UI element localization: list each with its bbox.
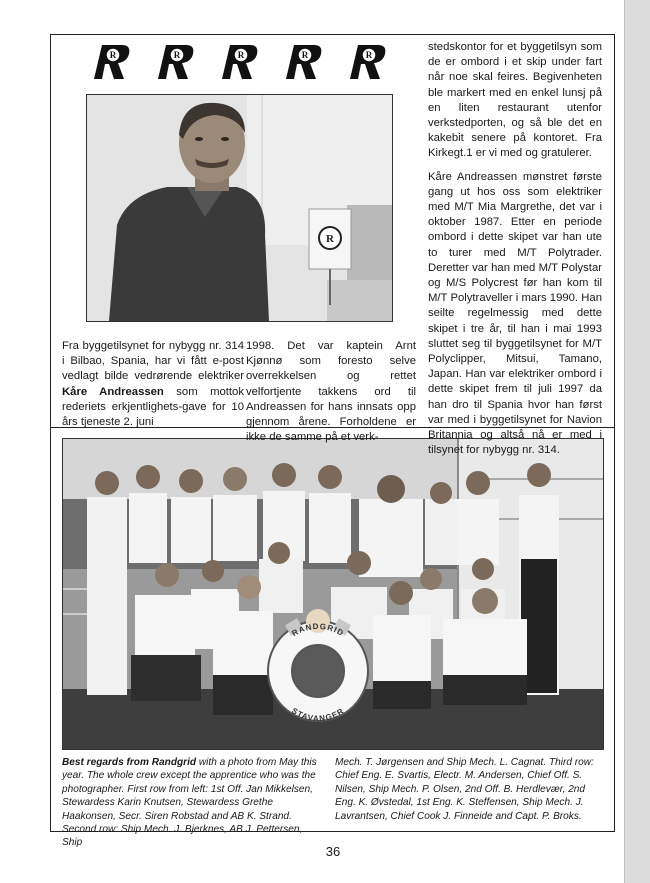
page-edge [624,0,650,883]
portrait-photo [86,94,393,322]
article-column-2 [246,339,416,453]
article-paragraph: 1998. Det var kaptein Arnt Kjønnø som foresto selve overrekkelsen og rettet velfortjente takkens ord til Andreassen for hans innsats opp gjennom årene. Forholdene er ikke de samme på et verk- [246,340,416,444]
logo-mark: R [301,50,309,60]
lifebuoy-text-top: RANDGRID [290,621,346,639]
article-text: Fra byggetilsynet for nybygg nr. 314 i Bilbao, Spania, har vi fått e-post vedlagt bilde vedrørende elektriker [62,340,244,383]
article-paragraph: stedskontor for et byggetilsyn som de er ombord i et skip under fart når noe skal feires. Begivenheten ble markert med en enkel lunsj på en liten restaurant utenfor verkstedporten, og så ble det en kakebit senere på kontoret. Fra Kirkegt.1 er vi med og gratulerer. [428,41,602,160]
photo-caption-right: Mech. T. Jørgensen and Ship Mech. L. Cagnat. Third row: Chief Eng. E. Svartis, Electr. M. Andersen, Chief Off. S. Nilsen, Ship Mech. P. Olsen, 2nd Off. B. Herdlevær, 2nd Eng. K. Øvstedal, 1st Eng. K. Steffensen, Ship Mech. J. Lavrantsen, Chief Cook J. Finneide and Capt. P. Broks. [335,757,594,822]
company-logo-icon [284,43,324,81]
logo-mark: R [173,50,181,60]
page-number: 36 [325,844,341,859]
company-logo-icon [92,43,132,81]
logo-mark: R [365,50,373,60]
photo-caption-left [62,756,324,850]
company-logo-icon [220,43,260,81]
desk-shape [327,280,392,321]
caption-heading: Best regards from Randgrid [62,757,197,768]
company-logo-icon [348,43,388,81]
company-logo-icon [156,43,196,81]
logo-mark: R [109,50,117,60]
article-column-1 [62,339,244,438]
article-text: som mottok rederiets erkjentlighets-gave for 10 års tjeneste 2. juni [62,385,244,429]
logo-mark: R [237,50,245,60]
lifebuoy-text-bottom: STAVANGER [290,706,346,724]
person-shirt [109,187,269,321]
article-paragraph: Kåre Andreassen mønstret første gang ut hos oss som elektriker med M/T Mia Margrethe, det var i oktober 1987. Etter en periode ombord i dette skipet var han ute to turer med M/T Polytrader. Deretter var han med M/T Polystar og M/S Polycrest før han kom til M/T Polytraveller i mars 1990. Han seilte regelmessig med dette skipet i tre år, til han i mai 1993 sluttet seg til byggetilsynet for M/T Polyclipper, Mitsui, Tamano, Japan. Han var elektriker ombord i dette skipet frem til juli 1997 da han dro til Spania hvor han først var med i byggetilsynet for Navion Britannia og altså nå er med i tilsynet for nybygg nr. 314. [428,170,602,457]
article-column-3 [428,40,602,466]
flag-mark: R [326,233,334,245]
person-name: Kåre Andreassen [62,385,164,398]
monitor-shape [347,205,392,285]
caption-text: with a photo from May this year. The whole crew except the apprentice who was the photographer. First row from left: 1st Off. Jan Mikkelsen, Stewardess Karin Knutsen, Stewardess Grethe Haakonsen, Secr. Siren Robstad and AB K. Strand. Second row: Ship Mech. J. Bjerknes, AB J. Pettersen, Ship [62,757,317,849]
article-paragraph [62,339,244,430]
logo-row [92,43,388,83]
crew-photo [62,438,604,750]
